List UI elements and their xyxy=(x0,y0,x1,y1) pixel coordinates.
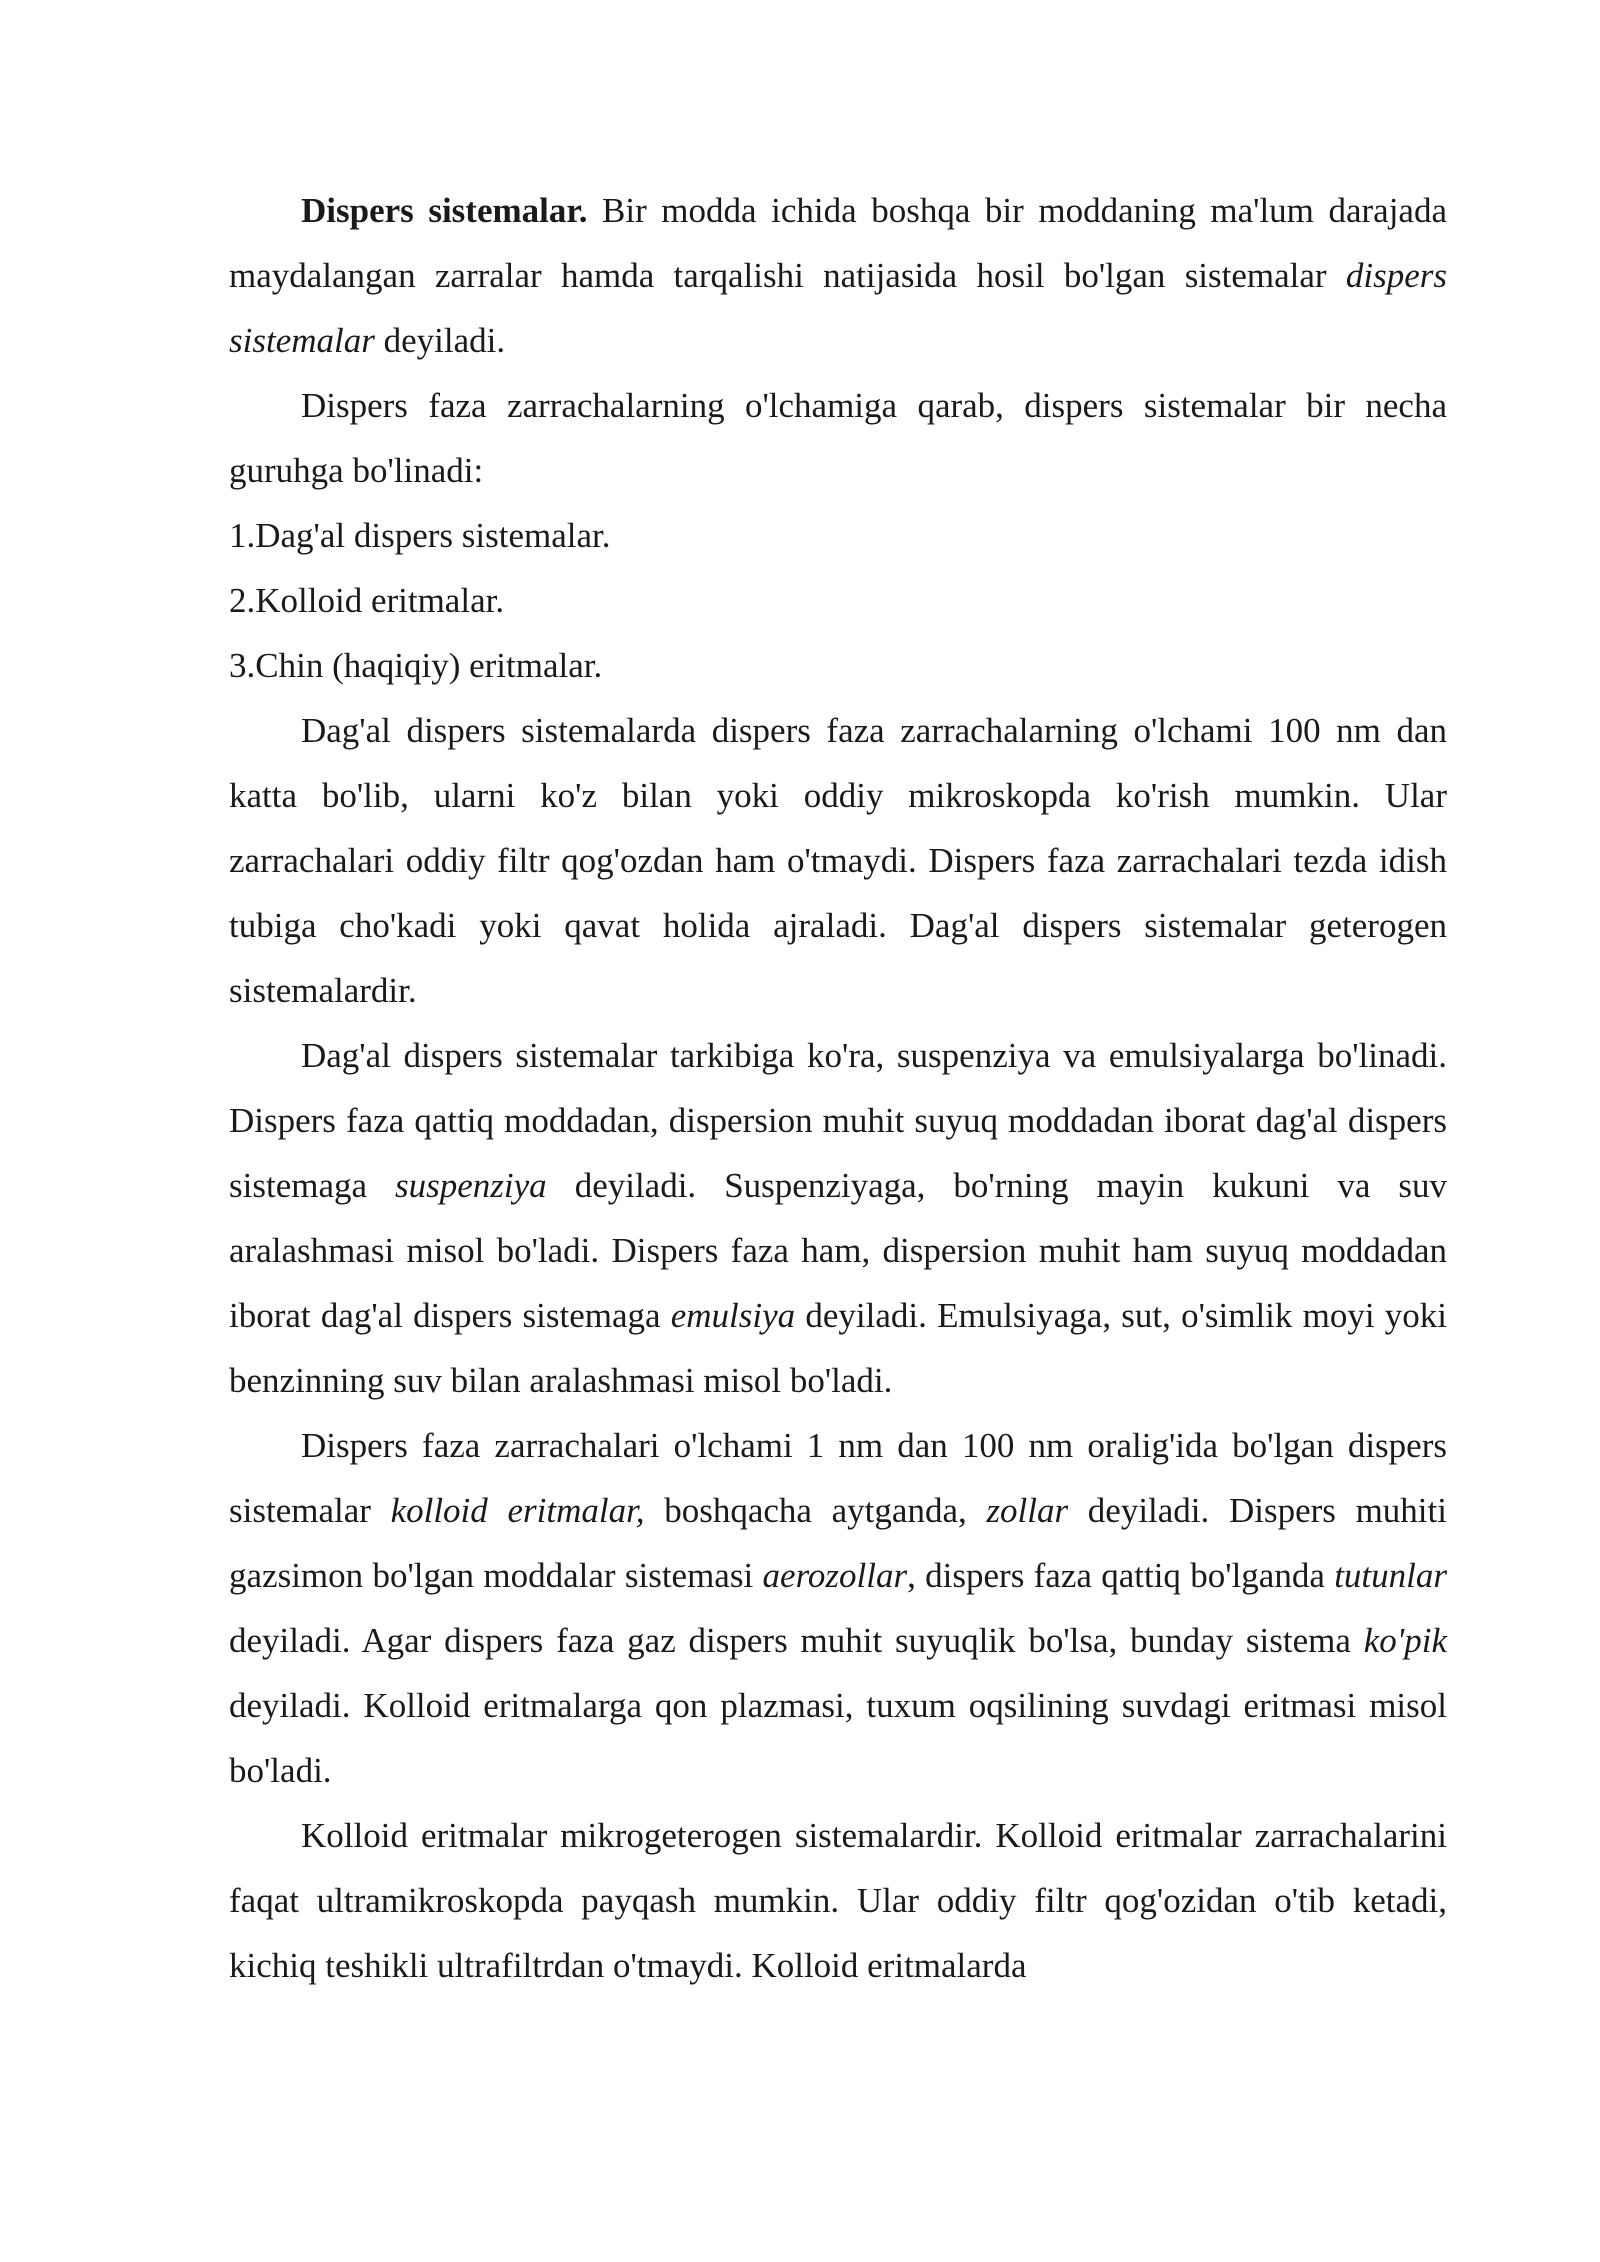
section-heading: Dispers sistemalar. xyxy=(301,191,588,230)
paragraph-text: deyiladi. xyxy=(374,321,506,360)
emphasis-term: aerozollar xyxy=(762,1556,908,1595)
paragraph-text: Dispers faza zarrachalari o'lchami 1 nm dan 100 nm oralig'ida bo'lgan dispers sistemalar xyxy=(229,1426,1447,1530)
paragraph-text: deyiladi. Emulsiyaga, sut, o'simlik moyi yoki benzinning suv bilan aralashmasi misol bo'ladi. xyxy=(229,1296,1447,1400)
paragraph-microheterogeneous xyxy=(229,1803,1447,1998)
emphasis-term: dispers sistemalar xyxy=(229,256,1447,360)
paragraph-colloids xyxy=(229,1413,1447,1803)
emphasis-term: suspenziya xyxy=(395,1166,547,1205)
paragraph-text: boshqacha aytganda, xyxy=(644,1491,987,1530)
paragraph-text: , dispers faza qattiq bo'lganda xyxy=(907,1556,1335,1595)
paragraph-text: Dag'al dispers sistemalar tarkibiga ko'ra, suspenziya va emulsiyalarga bo'linadi. Dispers faza qattiq moddadan, dispersion muhit suyuq moddadan iborat dag'al dispers sistemaga xyxy=(229,1036,1447,1205)
paragraph-text: deyiladi. Suspenziyaga, bo'rning mayin kukuni va suv aralashmasi misol bo'ladi. Dispers faza ham, dispersion muhit ham suyuq moddadan iborat dag'al dispers sistemaga xyxy=(229,1166,1447,1335)
paragraph-coarse-dispersion xyxy=(229,698,1447,1023)
paragraph-text: Dispers faza zarrachalarning o'lchamiga qarab, dispers sistemalar bir necha guruhga bo'linadi: xyxy=(229,386,1447,490)
paragraph-text: Kolloid eritmalar mikrogeterogen sistemalardir. Kolloid eritmalar zarrachalarini faqat ultramikroskopda payqash mumkin. Ular oddiy filtr qog'ozidan o'tib ketadi, kichiq teshikli ultrafiltrdan o'tmaydi. Kolloid eritmalarda xyxy=(229,1816,1447,1985)
paragraph-text: Dag'al dispers sistemalarda dispers faza zarrachalarning o'lchami 100 nm dan katta bo'lib, ularni ko'z bilan yoki oddiy mikroskopda ko'rish mumkin. Ular zarrachalari oddiy filtr qog'ozdan ham o'tmaydi. Dispers faza zarrachalari tezda idish tubiga cho'kadi yoki qavat holida ajraladi. Dag'al dispers sistemalar geterogen sistemalardir. xyxy=(229,711,1447,1010)
paragraph-text: deyiladi. Agar dispers faza gaz dispers muhit suyuqlik bo'lsa, bunday sistema xyxy=(229,1621,1364,1660)
paragraph-classification xyxy=(229,373,1447,503)
emphasis-term: tutunlar xyxy=(1334,1556,1447,1595)
paragraph-text: Bir modda ichida boshqa bir moddaning ma'lum darajada maydalangan zarralar hamda tarqalishi natijasida hosil bo'lgan sistemalar xyxy=(229,191,1447,295)
list-item: 1.Dag'al dispers sistemalar. xyxy=(229,516,611,555)
list-item: 2.Kolloid eritmalar. xyxy=(229,581,505,620)
list-item: 3.Chin (haqiqiy) eritmalar. xyxy=(229,646,603,685)
emphasis-term: zollar xyxy=(986,1491,1069,1530)
paragraph-text: deyiladi. Kolloid eritmalarga qon plazmasi, tuxum oqsilining suvdagi eritmasi misol bo'ladi. xyxy=(229,1686,1447,1790)
document-page xyxy=(229,178,1447,1998)
paragraph-suspension-emulsion xyxy=(229,1023,1447,1413)
emphasis-term: ko'pik xyxy=(1363,1621,1447,1660)
emphasis-term: emulsiya xyxy=(670,1296,796,1335)
paragraph-definition xyxy=(229,178,1447,373)
emphasis-term: kolloid eritmalar, xyxy=(390,1491,645,1530)
paragraph-text: deyiladi. Dispers muhiti gazsimon bo'lgan moddalar sistemasi xyxy=(229,1491,1447,1595)
